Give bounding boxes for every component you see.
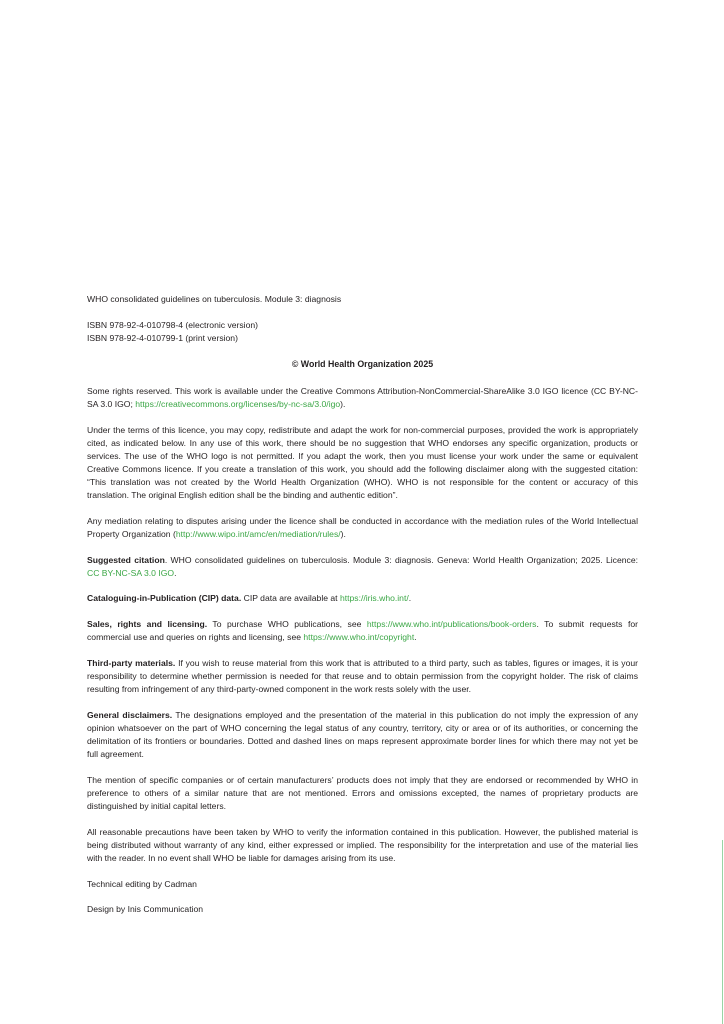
iris-link[interactable]: https://iris.who.int/ <box>339 593 409 604</box>
cc-licence-link[interactable]: https://creativecommons.org/licenses/by-nc-sa/3.0/igo <box>135 399 341 410</box>
cip-data: Cataloguing-in-Publication (CIP) data. CIP data are available at https://iris.who.int/. <box>87 593 412 604</box>
page-edge-line <box>722 840 723 1024</box>
isbn-electronic: ISBN 978-92-4-010798-4 (electronic version) <box>87 320 259 331</box>
third-party-materials: Third-party materials. If you wish to reuse material from this work that is attributed to a third party, such as tables, figures or images, it is your responsibility to determine whether permission is needed for that reuse and to obtain permission from the copyright holder. The risk of claims resulting from infringement of any third-party-owned component in the work rests solely with the user. <box>87 657 638 695</box>
mention-disclaimer: The mention of specific companies or of certain manufacturers’ products does not imply that they are endorsed or recommended by WHO in preference to others of a similar nature that are not mentioned. Errors and omissions excepted, the names of proprietary products are distinguished by initial capital letters. <box>87 774 638 811</box>
licence-terms-paragraph: Under the terms of this licence, you may copy, redistribute and adapt the work for non-commercial purposes, provided the work is appropriately cited, as indicated below. In any use of this work, there should be no suggestion that WHO endorses any specific organization, products or services. The use of the WHO logo is not permitted. If you adapt the work, then you must license your work under the same or equivalent Creative Commons licence. If you create a translation of this work, you should add the following disclaimer along with the suggested citation: “This translation was not created by the World Health Organization (WHO). WHO is not responsible for the content or accuracy of this translation. The original English edition shall be the binding and authentic edition”. <box>87 424 638 501</box>
design-credit: Design by Inis Communication <box>87 904 204 915</box>
copyright-notice: © World Health Organization 2025 <box>291 358 434 369</box>
technical-editing: Technical editing by Cadman <box>87 878 197 889</box>
book-orders-link[interactable]: https://www.who.int/publications/book-orders <box>366 619 537 630</box>
sales-rights: Sales, rights and licensing. To purchase WHO publications, see https://www.who.int/publications/book-orders. To submit requests for commercial use and queries on rights and licensing, see https://www.who.int/copyright. <box>87 619 638 643</box>
publication-title: WHO consolidated guidelines on tuberculosis. Module 3: diagnosis <box>87 294 342 304</box>
general-disclaimers: General disclaimers. The designations employed and the presentation of the material in this publication do not imply the expression of any opinion whatsoever on the part of WHO concerning the legal status of any country, territory, city or area or of its authorities, or concerning the delimitation of its frontiers or boundaries. Dotted and dashed lines on maps represent approximate border lines for which there may not yet be full agreement. <box>87 709 638 760</box>
isbn-print: ISBN 978-92-4-010799-1 (print version) <box>87 333 238 344</box>
mediation-paragraph: Any mediation relating to disputes arising under the licence shall be conducted in accordance with the mediation rules of the World Intellectual Property Organization (http://www.wipo.int/amc/en/mediation/rules/). <box>87 515 638 539</box>
precautions-disclaimer: All reasonable precautions have been taken by WHO to verify the information contained in this publication. However, the published material is being distributed without warranty of any kind, either expressed or implied. The responsibility for the interpretation and use of the material lies with the reader. In no event shall WHO be liable for damages arising from its use. <box>87 826 638 863</box>
copyright-page <box>87 293 638 929</box>
citation-licence-link[interactable]: CC BY-NC-SA 3.0 IGO <box>87 567 175 578</box>
suggested-citation: Suggested citation. WHO consolidated guidelines on tuberculosis. Module 3: diagnosis. Geneva: World Health Organization; 2025. Licence: CC BY-NC-SA 3.0 IGO. <box>87 554 638 578</box>
wipo-link[interactable]: http://www.wipo.int/amc/en/mediation/rules/ <box>175 529 341 539</box>
copyright-link[interactable]: https://www.who.int/copyright <box>303 632 415 643</box>
rights-paragraph: Some rights reserved. This work is available under the Creative Commons Attribution-NonCommercial-ShareAlike 3.0 IGO licence (CC BY-NC-SA 3.0 IGO; https://creativecommons.org/licenses/by-nc-sa/3.0/igo). <box>87 385 638 410</box>
